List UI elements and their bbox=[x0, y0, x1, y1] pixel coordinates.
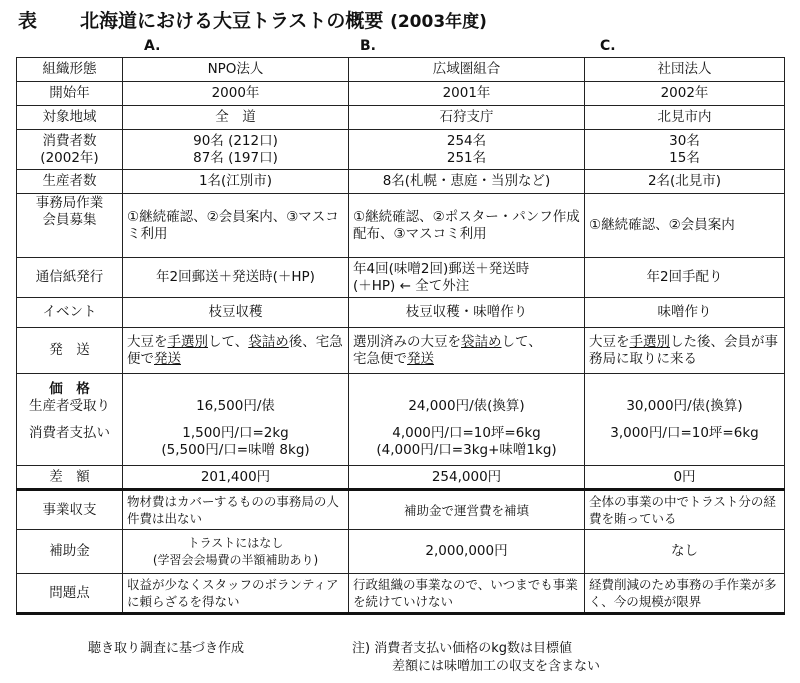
cell-start-a: 2000年 bbox=[123, 82, 349, 106]
column-letter-c: C. bbox=[600, 38, 616, 54]
shipping-a-hand-select: 手選別 bbox=[167, 333, 208, 350]
row-label-office-1: 事務局作業 bbox=[35, 195, 104, 211]
cell-subsidy-b: 2,000,000円 bbox=[349, 530, 585, 574]
row-label-diff: 差 額 bbox=[17, 466, 123, 490]
row-label-consumers bbox=[17, 130, 123, 170]
cell-subsidy-c: なし bbox=[585, 530, 785, 574]
cell-consumers-c-1: 30名 bbox=[669, 132, 700, 149]
cell-consumers-a-2: 87名 (197口) bbox=[193, 149, 278, 166]
table-row-diff bbox=[17, 466, 785, 490]
cell-start-b: 2001年 bbox=[349, 82, 585, 106]
row-label-office-2: 会員募集 bbox=[42, 212, 97, 228]
title-text: 北海道における大豆トラストの概要 bbox=[80, 10, 384, 32]
row-label-producers: 生産者数 bbox=[17, 170, 123, 194]
cell-consumers-b-2: 251名 bbox=[446, 149, 487, 166]
cell-event-a: 枝豆収穫 bbox=[123, 298, 349, 328]
row-label-shipping: 発 送 bbox=[17, 328, 123, 374]
table-row-newsletter bbox=[17, 258, 785, 298]
cell-consumers-b bbox=[349, 130, 585, 170]
table-row-office bbox=[17, 194, 785, 258]
row-label-area: 対象地域 bbox=[17, 106, 123, 130]
cell-subsidy-a-2: (学習会会場費の半額補助あり) bbox=[152, 552, 319, 567]
row-label-org: 組織形態 bbox=[17, 58, 123, 82]
cell-office-a: ①継続確認、②会員案内、③マスコミ利用 bbox=[123, 194, 349, 258]
table-row-event bbox=[17, 298, 785, 328]
table-row-consumers bbox=[17, 130, 785, 170]
header-col-b: 広域圏組合 bbox=[349, 58, 585, 82]
row-label-event: イベント bbox=[17, 298, 123, 328]
page-title bbox=[18, 6, 487, 34]
cell-producers-b: 8名(札幌・恵庭・当別など) bbox=[349, 170, 585, 194]
column-letter-b: B. bbox=[360, 38, 376, 54]
table-row-shipping bbox=[17, 328, 785, 374]
table-row-producers bbox=[17, 170, 785, 194]
footer-note-1: 注) 消費者支払い価格のkg数は目標値 bbox=[352, 641, 572, 656]
row-label-newsletter: 通信紙発行 bbox=[17, 258, 123, 298]
shipping-c-hand-select: 手選別 bbox=[629, 333, 670, 350]
shipping-a-text-2: して、 bbox=[208, 333, 249, 350]
row-label-consumers-1: 消費者数 bbox=[42, 132, 97, 149]
cell-producers-c: 2名(北見市) bbox=[585, 170, 785, 194]
cell-price-a-producer: 16,500円/俵 bbox=[196, 397, 275, 414]
cell-price-a-consumer-1: 1,500円/口=2kg bbox=[182, 424, 289, 441]
cell-consumers-a-1: 90名 (212口) bbox=[193, 132, 278, 149]
cell-area-b: 石狩支庁 bbox=[349, 106, 585, 130]
row-label-office bbox=[17, 194, 123, 258]
cell-start-c: 2002年 bbox=[585, 82, 785, 106]
cell-office-c: ①継続確認、②会員案内 bbox=[585, 194, 785, 258]
table-row-org bbox=[17, 58, 785, 82]
footer-note-2: 差額には味噌加工の収支を含まない bbox=[392, 659, 601, 674]
cell-shipping-a bbox=[123, 328, 349, 374]
row-label-problems: 問題点 bbox=[17, 574, 123, 614]
cell-area-c: 北見市内 bbox=[585, 106, 785, 130]
cell-price-a-consumer-2: (5,500円/口=味噌 8kg) bbox=[161, 441, 310, 458]
title-label: 表 bbox=[18, 10, 38, 32]
cell-price-b bbox=[349, 374, 585, 466]
trust-overview-table bbox=[16, 57, 785, 615]
row-label-price-consumer: 消費者支払い bbox=[29, 424, 110, 441]
cell-subsidy-a-1: トラストにはなし bbox=[187, 535, 284, 550]
cell-price-c bbox=[585, 374, 785, 466]
footer-notes bbox=[352, 640, 600, 676]
column-letter-a: A. bbox=[144, 38, 161, 54]
table-row-balance bbox=[17, 490, 785, 530]
shipping-a-bagging: 袋詰め bbox=[248, 333, 289, 350]
cell-price-b-consumer-2: (4,000円/口=3kg+味噌1kg) bbox=[376, 441, 557, 458]
cell-newsletter-c: 年2回手配り bbox=[585, 258, 785, 298]
shipping-a-dispatch: 発送 bbox=[154, 350, 181, 367]
cell-diff-b: 254,000円 bbox=[349, 466, 585, 490]
table-row-subsidy bbox=[17, 530, 785, 574]
cell-balance-a: 物材費はカバーするものの事務局の人件費は出ない bbox=[123, 490, 349, 530]
cell-newsletter-b bbox=[349, 258, 585, 298]
cell-price-a bbox=[123, 374, 349, 466]
shipping-b-text-3: 宅急便で bbox=[353, 350, 407, 367]
cell-newsletter-b-1: 年4回(味噌2回)郵送＋発送時 bbox=[353, 260, 530, 277]
cell-consumers-a bbox=[123, 130, 349, 170]
cell-newsletter-a: 年2回郵送＋発送時(＋HP) bbox=[123, 258, 349, 298]
cell-event-b: 枝豆収穫・味噌作り bbox=[349, 298, 585, 328]
cell-consumers-b-1: 254名 bbox=[446, 132, 487, 149]
cell-producers-a: 1名(江別市) bbox=[123, 170, 349, 194]
cell-balance-b: 補助金で運営費を補填 bbox=[349, 490, 585, 530]
shipping-c-text-1: 大豆を bbox=[589, 333, 630, 350]
shipping-b-text-2: して、 bbox=[501, 333, 542, 350]
cell-price-b-producer: 24,000円/俵(換算) bbox=[408, 397, 525, 414]
table-row-problems bbox=[17, 574, 785, 614]
cell-diff-c: 0円 bbox=[585, 466, 785, 490]
row-label-price bbox=[17, 374, 123, 466]
cell-subsidy-a bbox=[123, 530, 349, 574]
row-label-balance: 事業収支 bbox=[17, 490, 123, 530]
shipping-a-text-3: 後、宅急便で bbox=[127, 333, 343, 367]
cell-consumers-c-2: 15名 bbox=[669, 149, 700, 166]
cell-shipping-b bbox=[349, 328, 585, 374]
row-label-consumers-2: (2002年) bbox=[40, 149, 99, 166]
shipping-c-text-2: した後、会員が事務局に取りに来る bbox=[589, 333, 778, 367]
cell-price-b-consumer-1: 4,000円/口=10坪=6kg bbox=[392, 424, 541, 441]
row-label-subsidy: 補助金 bbox=[17, 530, 123, 574]
table-row-area bbox=[17, 106, 785, 130]
cell-price-c-producer: 30,000円/俵(換算) bbox=[626, 397, 743, 414]
cell-problems-c: 経費削減のため事務の手作業が多く、今の規模が限界 bbox=[585, 574, 785, 614]
cell-diff-a: 201,400円 bbox=[123, 466, 349, 490]
cell-price-c-consumer-1: 3,000円/口=10坪=6kg bbox=[610, 424, 759, 441]
row-label-start: 開始年 bbox=[17, 82, 123, 106]
cell-area-a: 全 道 bbox=[123, 106, 349, 130]
shipping-b-text-1: 選別済みの大豆を bbox=[353, 333, 461, 350]
shipping-b-bagging: 袋詰め bbox=[461, 333, 502, 350]
title-year: (2003年度) bbox=[390, 12, 487, 32]
column-letters bbox=[16, 38, 784, 56]
cell-consumers-c bbox=[585, 130, 785, 170]
shipping-b-dispatch: 発送 bbox=[407, 350, 434, 367]
row-label-price-producer: 生産者受取り bbox=[29, 397, 110, 414]
table-row-start bbox=[17, 82, 785, 106]
cell-office-b: ①継続確認、②ポスター・パンフ作成配布、③マスコミ利用 bbox=[349, 194, 585, 258]
cell-problems-a: 収益が少なくスタッフのボランティアに頼らざるを得ない bbox=[123, 574, 349, 614]
cell-balance-c: 全体の事業の中でトラスト分の経費を賄っている bbox=[585, 490, 785, 530]
cell-event-c: 味噌作り bbox=[585, 298, 785, 328]
header-col-a: NPO法人 bbox=[123, 58, 349, 82]
footer-source: 聴き取り調査に基づき作成 bbox=[88, 641, 245, 656]
shipping-a-text-1: 大豆を bbox=[127, 333, 168, 350]
table-row-price bbox=[17, 374, 785, 466]
cell-shipping-c bbox=[585, 328, 785, 374]
row-label-price-head: 価 格 bbox=[49, 380, 90, 397]
cell-problems-b: 行政組織の事業なので、いつまでも事業を続けていけない bbox=[349, 574, 585, 614]
header-col-c: 社団法人 bbox=[585, 58, 785, 82]
cell-newsletter-b-2: (＋HP) ← 全て外注 bbox=[353, 277, 470, 294]
